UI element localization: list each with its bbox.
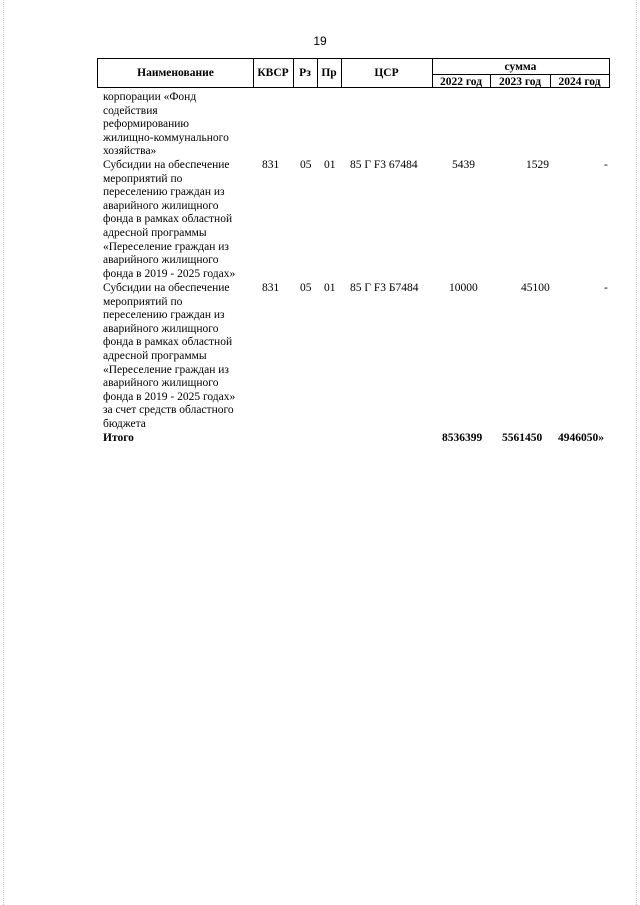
name-line: за счет средств областного <box>103 404 234 417</box>
name-line: аварийного жилищного <box>103 322 219 335</box>
name-line: бюджета <box>103 417 146 430</box>
name-line: фонда в 2019 - 2025 годах» <box>103 390 236 403</box>
name-line: переселению граждан из <box>103 309 225 322</box>
header-name: Наименование <box>137 67 214 79</box>
name-line: «Переселение граждан из <box>103 240 229 253</box>
name-line: аварийного жилищного <box>103 254 219 267</box>
name-line: фонда в рамках областной <box>103 213 233 226</box>
cell-pr: 01 <box>324 282 336 294</box>
page-number: 19 <box>313 34 327 48</box>
name-line: Субсидии на обеспечение <box>103 159 230 171</box>
total-2023: 5561450 <box>502 432 543 444</box>
header-summa: сумма <box>504 60 537 73</box>
name-line: аварийного жилищного <box>103 377 219 390</box>
table-header <box>97 58 610 88</box>
cell-kvsr: 831 <box>262 159 280 171</box>
header-rz: Рз <box>299 67 311 79</box>
name-line: фонда в рамках областной <box>103 336 233 349</box>
row-name <box>103 159 253 281</box>
header-kvsr: КВСР <box>257 67 289 79</box>
cell-2024: - <box>604 159 608 171</box>
name-line: адресной программы <box>103 226 207 239</box>
scan-edge-left <box>3 0 5 905</box>
name-line: мероприятий по <box>103 172 183 185</box>
cell-2024: - <box>604 282 608 294</box>
name-line: корпорации «Фонд <box>103 91 197 103</box>
cell-2022: 5439 <box>452 159 475 171</box>
name-line: содействия <box>103 104 158 117</box>
name-line: Субсидии на обеспечение <box>103 282 230 294</box>
total-2024: 4946050» <box>558 432 604 444</box>
cell-rz: 05 <box>300 282 312 294</box>
cell-2023: 45100 <box>521 282 550 294</box>
total-2022: 8536399 <box>442 432 483 444</box>
header-2023: 2023 год <box>498 75 542 88</box>
total-label: Итого <box>103 432 134 444</box>
cell-2022: 10000 <box>449 282 478 294</box>
cell-kvsr: 831 <box>262 282 280 294</box>
name-line: мероприятий по <box>103 295 183 308</box>
name-line: адресной программы <box>103 349 207 362</box>
row-name <box>103 91 253 159</box>
name-line: жилищно-коммунального <box>103 131 229 144</box>
header-2022: 2022 год <box>439 75 483 88</box>
scan-edge-right <box>636 0 638 905</box>
header-csr: ЦСР <box>374 67 399 79</box>
name-line: фонда в 2019 - 2025 годах» <box>103 267 236 280</box>
name-line: аварийного жилищного <box>103 199 219 212</box>
header-2024: 2024 год <box>558 75 601 88</box>
header-pr: Пр <box>321 67 337 79</box>
name-line: хозяйства» <box>103 145 157 158</box>
name-line: реформированию <box>103 118 189 131</box>
cell-2023: 1529 <box>526 159 549 171</box>
name-line: переселению граждан из <box>103 186 225 199</box>
row-name <box>103 282 253 432</box>
cell-pr: 01 <box>324 159 336 171</box>
cell-csr: 85 Г F3 Б7484 <box>350 282 419 294</box>
name-line: «Переселение граждан из <box>103 363 229 376</box>
cell-rz: 05 <box>300 159 312 171</box>
cell-csr: 85 Г F3 67484 <box>350 159 418 171</box>
